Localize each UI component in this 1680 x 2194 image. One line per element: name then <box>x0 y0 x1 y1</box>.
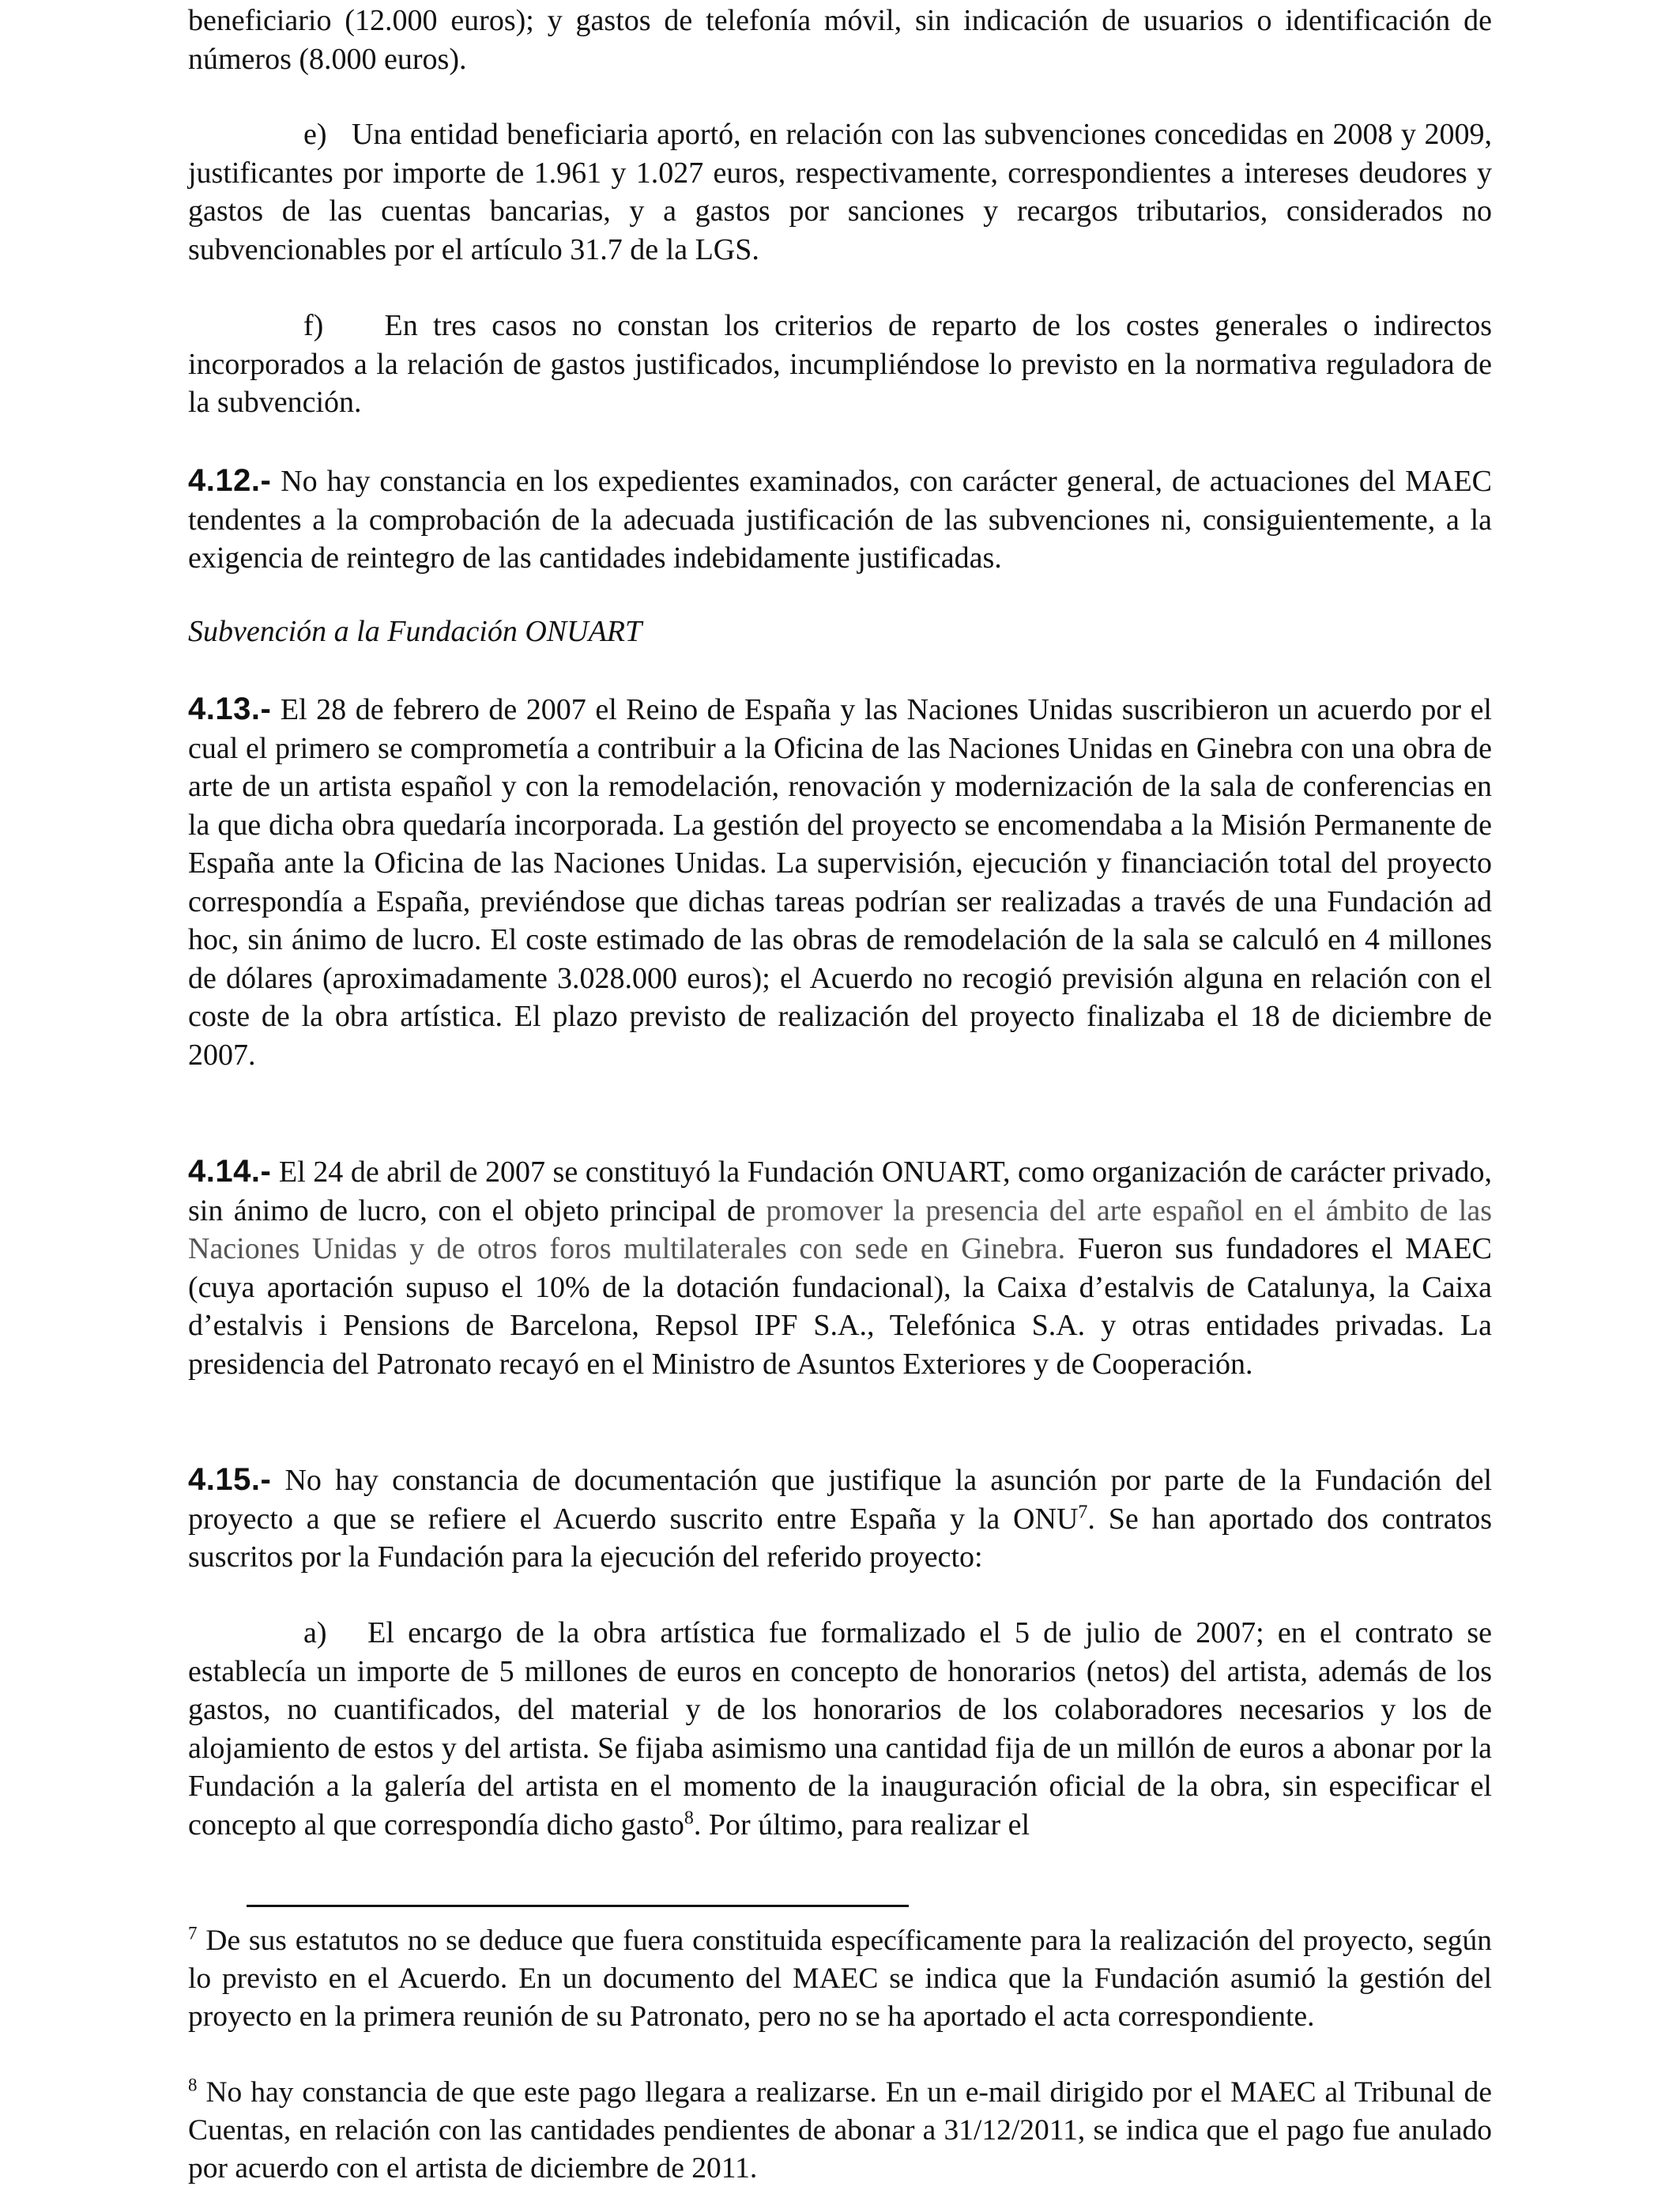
section-subheading-text: Subvención a la Fundación ONUART <box>188 615 642 648</box>
paragraph-4-15-text-a: No hay constancia de documentación que justifique la asunción por parte de la Fundación del proyecto a que se refiere el Acuerdo suscrito entre España y la ONU <box>188 1464 1493 1536</box>
footnote-separator <box>247 1905 909 1907</box>
paragraph-item-a-text-b: . Por último, para realizar el <box>693 1808 1030 1842</box>
paragraph-number-4-15: 4.15.- <box>188 1462 272 1497</box>
paragraph-number-4-12: 4.12.- <box>188 463 272 498</box>
footnote-7-text: De sus estatutos no se deduce que fuera constituida específicamente para la realización del proyecto, según lo previsto en el Acuerdo. En un documento del MAEC se indica que la Fundación asumió la gestión del proyecto en la primera reunión de su Patronato, pero no se ha aportado el acta correspondiente. <box>188 1924 1493 2033</box>
paragraph-4-14 <box>188 1152 1492 1383</box>
paragraph-4-13 <box>188 690 1492 1074</box>
footnote-8-mark: 8 <box>188 2075 198 2095</box>
footnote-ref-7[interactable]: 7 <box>1078 1501 1088 1522</box>
paragraph-continuation-text: beneficiario (12.000 euros); y gastos de telefonía móvil, sin indicación de usuarios o identificación de números (8.000 euros). <box>188 4 1492 76</box>
footnote-8 <box>188 2074 1492 2188</box>
paragraph-4-15 <box>188 1461 1492 1577</box>
paragraph-continuation <box>188 2 1492 78</box>
paragraph-item-a <box>188 1614 1492 1844</box>
footnote-7 <box>188 1922 1492 2036</box>
paragraph-4-14-quote: promover la presencia del arte español en el ámbito de las Naciones Unidas y de otros foros multilaterales con sede en Ginebra. <box>188 1193 1492 1265</box>
paragraph-4-15-text-b: . Se han aportado dos contratos suscritos por la Fundación para la ejecución del referido proyecto: <box>188 1502 1493 1574</box>
paragraph-4-13-text: El 28 de febrero de 2007 el Reino de España y las Naciones Unidas suscribieron un acuerdo por el cual el primero se comprometía a contribuir a la Oficina de las Naciones Unidas en Ginebra con una obra de arte de un artista español y con la remodelación, renovación y modernización de la sala de conferencias en la que dicha obra quedaría incorporada. La gestión del proyecto se encomendaba a la Misión Permanente de España ante la Oficina de las Naciones Unidas. La supervisión, ejecución y financiación total del proyecto correspondía a España, previéndose que dichas tareas podrían ser realizadas a través de una Fundación ad hoc, sin ánimo de lucro. El coste estimado de las obras de remodelación de la sala se calculó en 4 millones de dólares (aproximadamente 3.028.000 euros); el Acuerdo no recogió previsión alguna en relación con el coste de la obra artística. El plazo previsto de realización del proyecto finalizaba el 18 de diciembre de 2007. <box>188 693 1492 1072</box>
footnote-8-text: No hay constancia de que este pago llegara a realizarse. En un e-mail dirigido por el MAEC al Tribunal de Cuentas, en relación con las cantidades pendientes de abonar a 31/12/2011, se indica que el pago fue anulado por acuerdo con el artista de diciembre de 2011. <box>188 2076 1492 2185</box>
paragraph-item-a-text: a) El encargo de la obra artística fue formalizado el 5 de julio de 2007; en el contrato se establecía un importe de 5 millones de euros en concepto de honorarios (netos) del artista, además de los gastos, no cuantificados, del material y de los honorarios de los colaboradores necesarios y los de alojamiento de estos y del artista. Se fijaba asimismo una cantidad fija de un millón de euros a abonar por la Fundación a la galería del artista en el momento de la inauguración oficial de la obra, sin especificar el concepto al que correspondía dicho gasto <box>188 1616 1492 1842</box>
paragraph-item-f-text: f) En tres casos no constan los criterios de reparto de los costes generales o indirectos incorporados a la relación de gastos justificados, incumpliéndose lo previsto en la normativa reguladora de la subvención. <box>188 309 1492 419</box>
section-subheading <box>188 613 1492 651</box>
paragraph-4-14-text-a: El 24 de abril de 2007 se constituyó la Fundación ONUART, como organización de carácter privado, sin ánimo de lucro, con el objeto principal de <box>188 1155 1492 1227</box>
paragraph-item-e-text: e) Una entidad beneficiaria aportó, en relación con las subvenciones concedidas en 2008 y 2009, justificantes por importe de 1.961 y 1.027 euros, respectivamente, correspondientes a intereses deudores y gastos de las cuentas bancarias, y a gastos por sanciones y recargos tributarios, considerados no subvencionables por el artículo 31.7 de la LGS. <box>188 118 1492 266</box>
paragraph-number-4-14: 4.14.- <box>188 1154 272 1189</box>
paragraph-item-e <box>188 115 1492 269</box>
paragraph-4-12-text: No hay constancia en los expedientes examinados, con carácter general, de actuaciones del MAEC tendentes a la comprobación de la adecuada justificación de las subvenciones ni, consiguientemente, a la exigencia de reintegro de las cantidades indebidamente justificadas. <box>188 465 1493 575</box>
footnote-ref-8[interactable]: 8 <box>684 1807 694 1828</box>
paragraph-4-12 <box>188 462 1492 578</box>
paragraph-4-14-text-b: Fueron sus fundadores el MAEC (cuya aportación supuso el 10% de la dotación fundacional), la Caixa d’estalvis de Catalunya, la Caixa d’estalvis i Pensions de Barcelona, Repsol IPF S.A., Telefónica S.A. y otras entidades privadas. La presidencia del Patronato recayó en el Ministro de Asuntos Exteriores y de Cooperación. <box>188 1232 1492 1381</box>
footnote-7-mark: 7 <box>188 1923 198 1943</box>
paragraph-number-4-13: 4.13.- <box>188 692 272 726</box>
paragraph-item-f <box>188 307 1492 422</box>
